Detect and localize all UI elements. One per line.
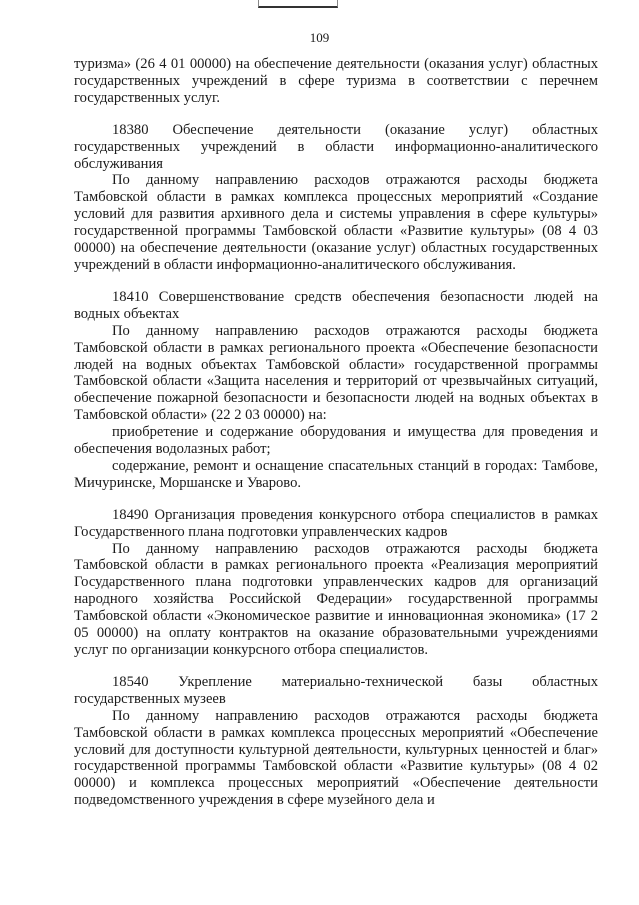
section-heading-18490: 18490 Организация проведения конкурсного отбора специалистов в рамках Государственного плана подготовки управленческих кадров — [74, 506, 598, 540]
section-paragraph: По данному направлению расходов отражаются расходы бюджета Тамбовской области в рамках регионального проекта «Реализация мероприятий Государственного плана подготовки управленческих кадров для организаций народного хозяйства Российской Федерации» государственной программы Тамбовской области «Экономическое развитие и инновационная экономика» (17 2 05 00000) на оплату контрактов на оказание образовательными учреждениями услуг по организации конкурсного отбора специалистов. — [74, 540, 598, 658]
page-number: 109 — [309, 30, 330, 45]
section-heading-18380: 18380 Обеспечение деятельности (оказание услуг) областных государственных учреждений в области информационно-аналитического обслуживания — [74, 121, 598, 172]
section-heading-18410: 18410 Совершенствование средств обеспечения безопасности людей на водных объектах — [74, 288, 598, 322]
scan-artifact-mark — [258, 0, 338, 8]
section-paragraph: По данному направлению расходов отражаются расходы бюджета Тамбовской области в рамках регионального проекта «Обеспечение безопасности людей на водных объектах Тамбовской области» государственной программы Тамбовской области «Защита населения и территорий от чрезвычайных ситуаций, обеспечение пожарной безопасности и безопасности людей на водных объектах в Тамбовской области» (22 2 03 00000) на: — [74, 322, 598, 424]
section-paragraph: По данному направлению расходов отражаются расходы бюджета Тамбовской области в рамках комплекса процессных мероприятий «Обеспечение условий для доступности культурной деятельности, культурных ценностей и благ» государственной программы Тамбовской области «Развитие культуры» (08 4 02 00000) и комплекса процессных мероприятий «Обеспечение деятельности подведомственного учреждения в сфере музейного дела и — [74, 707, 598, 809]
section-paragraph: По данному направлению расходов отражаются расходы бюджета Тамбовской области в рамках комплекса процессных мероприятий «Создание условий для развития архивного дела и системы управления в сфере культуры» государственной программы Тамбовской области «Развитие культуры» (08 4 03 00000) на обеспечение деятельности (оказание услуг) областных государственных учреждений в области информационно-аналитического обслуживания. — [74, 172, 598, 273]
document-body — [74, 56, 598, 809]
section-heading-18540: 18540 Укрепление материально-технической базы областных государственных музеев — [74, 673, 598, 707]
list-item: содержание, ремонт и оснащение спасательных станций в городах: Тамбове, Мичуринске, Моршанске и Уварово. — [74, 457, 598, 491]
paragraph-continuation: туризма» (26 4 01 00000) на обеспечение деятельности (оказания услуг) областных государственных учреждений в сфере туризма в соответствии с перечнем государственных услуг. — [74, 56, 598, 106]
list-item: приобретение и содержание оборудования и имущества для проведения и обеспечения водолазных работ; — [74, 424, 598, 458]
